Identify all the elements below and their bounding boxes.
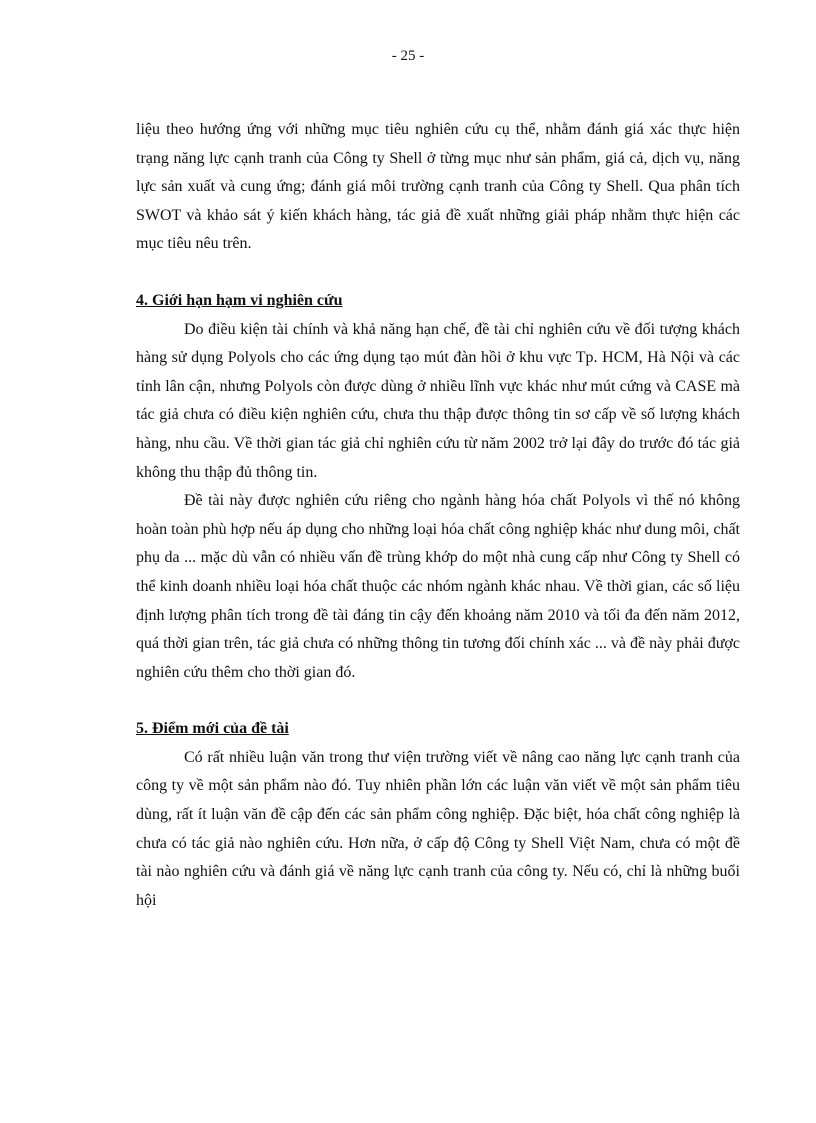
section-4-paragraph-1: Do điều kiện tài chính và khả năng hạn chế, đề tài chỉ nghiên cứu về đối tượng khách hàng sử dụng Polyols cho các ứng dụng tạo mút đàn hồi ở khu vực Tp. HCM, Hà Nội và các tỉnh lân cận, nhưng Polyols còn được dùng ở nhiều lĩnh vực khác như mút cứng và CASE mà tác giả chưa có điều kiện nghiên cứu, chưa thu thập được thông tin sơ cấp về số lượng khách hàng, nhu cầu. Về thời gian tác giả chỉ nghiên cứu từ năm 2002 trở lại đây do trước đó tác giả không thu thập đủ thông tin. bbox=[136, 320, 740, 481]
section-spacer bbox=[136, 259, 740, 287]
document-body bbox=[136, 116, 740, 915]
section-5-heading: 5. Điểm mới của đề tài bbox=[136, 720, 289, 738]
section-5-paragraph-1: Có rất nhiều luận văn trong thư viện trường viết về nâng cao năng lực cạnh tranh của công ty về một sản phẩm nào đó. Tuy nhiên phần lớn các luận văn viết về một sản phẩm tiêu dùng, rất ít luận văn đề cập đến các sản phẩm công nghiệp. Đặc biệt, hóa chất công nghiệp là chưa có tác giả nào nghiên cứu. Hơn nữa, ở cấp độ Công ty Shell Việt Nam, chưa có một đề tài nào nghiên cứu và đánh giá về năng lực cạnh tranh của công ty. Nếu có, chỉ là những buổi hội bbox=[136, 748, 740, 909]
page-number: - 25 - bbox=[391, 48, 425, 64]
section-4-heading: 4. Giới hạn hạm vi nghiên cứu bbox=[136, 291, 343, 309]
section-4-paragraph-2: Đề tài này được nghiên cứu riêng cho ngành hàng hóa chất Polyols vì thế nó không hoàn toàn phù hợp nếu áp dụng cho những loại hóa chất công nghiệp khác như dung môi, chất phụ da ... mặc dù vẫn có nhiều vấn đề trùng khớp do một nhà cung cấp như Công ty Shell có thể kinh doanh nhiều loại hóa chất thuộc các nhóm ngành khác nhau. Về thời gian, các số liệu định lượng phân tích trong đề tài đáng tin cậy đến khoảng năm 2010 và tối đa đến năm 2012, quá thời gian trên, tác giả chưa có những thông tin tương đối chính xác ... và đề này phải được nghiên cứu thêm cho thời gian đó. bbox=[136, 492, 740, 681]
section-spacer bbox=[136, 687, 740, 715]
intro-paragraph: liệu theo hướng ứng với những mục tiêu nghiên cứu cụ thể, nhằm đánh giá xác thực hiện trạng năng lực cạnh tranh của Công ty Shell ở từng mục như sản phẩm, giá cả, dịch vụ, năng lực sản xuất và cung ứng; đánh giá môi trường cạnh tranh của Công ty Shell. Qua phân tích SWOT và khảo sát ý kiến khách hàng, tác giả đề xuất những giải pháp nhằm thực hiện các mục tiêu nêu trên. bbox=[136, 121, 740, 253]
